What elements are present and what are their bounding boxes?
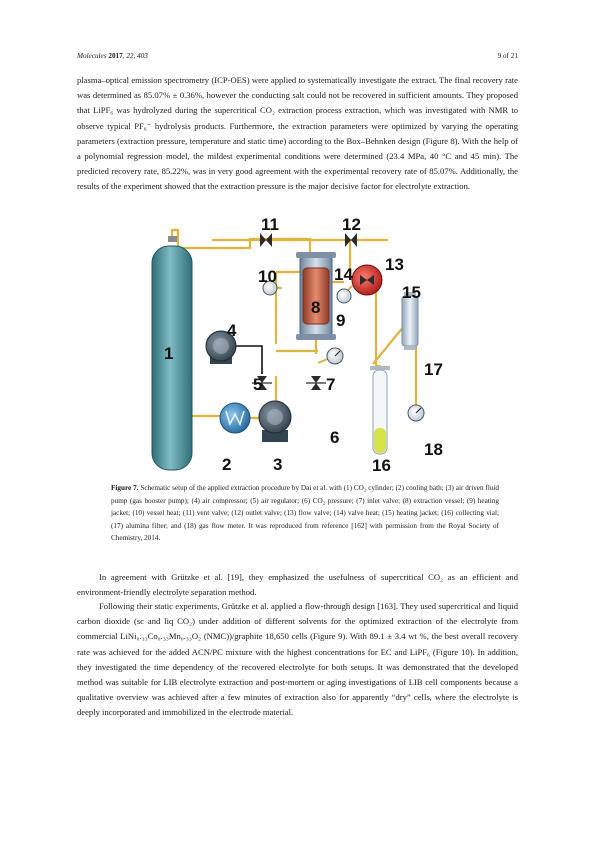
label-7: 7 — [326, 375, 336, 394]
gas-flow-meter — [408, 405, 424, 421]
label-2: 2 — [222, 455, 232, 474]
label-14: 14 — [334, 265, 353, 284]
air-driven-fluid-pump — [259, 401, 291, 442]
extraction-vessel — [296, 252, 336, 340]
label-13: 13 — [385, 255, 404, 274]
cooling-bath — [220, 403, 250, 433]
label-16: 16 — [372, 456, 391, 474]
body-paragraph-3: Following their static experiments, Grützke et al. applied a flow-through design [163]. They used supercritical and liquid carbon dioxide (sc and liq CO₂) under addition of different solvents for the optimized extraction of the electrolyte from commercial LiNi₀.₃₃Co₀.₃₃Mn₀.₃₃O₂ (NMC))/graphite 18,650 cells (Figure 9). With 89.1 ± 3.4 wt %, the best overall recovery rate was achieved for the added ACN/PC mixture with the highest concentrations for EC and LiPF₆ (Figure 10). In addition, they investigated the time dependency of the recovered electrolyte for both setups. It was demonstrated that the developed method was suitable for LIB electrolyte extraction and post-mortem or aging investigations of LIB cell components because a qualitative overview was achieved after a few minutes of extraction also for apparently “dry” cells, where the electrolyte is deeply incorporated and immobilized in the electrode material. — [77, 601, 518, 718]
extraction-setup-diagram — [140, 216, 450, 474]
inlet-valve — [306, 376, 326, 390]
label-15: 15 — [402, 283, 421, 302]
label-10: 10 — [258, 267, 277, 286]
caption-text: Schematic setup of the applied extraction procedure by Dai et al. with (1) CO₂ cylinder; (2) cooling bath; (3) air driven fluid pump (gas booster pump); (4) air compressor; (5) air regulator; (6) CO₂ pressure; (7) inlet valve; (8) extraction vessel; (9) heating jacket; (10) vessel heat; (11) vent valve; (12) outlet valve; (13) flow valve; (14) valve heat; (15) heating jacket; (16) collecting vial; (17) alumina filter; and (18) gas flow meter. It was reproduced from reference [162] with permission from the Royal Society of Chemistry, 2014. — [111, 484, 500, 543]
label-17: 17 — [424, 360, 443, 379]
label-5: 5 — [253, 375, 263, 394]
journal-year: 2017 — [108, 52, 123, 60]
vent-valve — [260, 233, 272, 247]
figure-caption — [111, 482, 499, 545]
valve-heat-gauge — [337, 286, 352, 303]
flow-valve-heating-jacket — [352, 265, 382, 295]
body-paragraph-2: In agreement with Grützke et al. [19], they emphasized the usefulness of supercritical CO₂ as an efficient and environment-friendly electrolyte separation method. — [77, 572, 518, 598]
journal-name: Molecules — [77, 52, 107, 60]
label-1: 1 — [164, 344, 174, 363]
body-paragraph-1: plasma–optical emission spectrometry (ICP-OES) were applied to systematically investigate the extract. The final recovery rate was determined as 85.07% ± 0.36%, however the conducting salt could not be recovered in sufficient amounts. They proposed that LiPF₆ was hydrolyzed during the supercritical CO₂ extraction process extraction, which was investigated with NMR to observe typical PF₆⁻ hydrolysis products. Furthermore, the extraction parameters were optimized by varying the operating parameters (extraction pressure, temperature and static time) according to the Box–Behnken design (Figure 8). With the help of a polynomial regression model, the mildest experimental conditions were determined (23.4 MPa, 40 °C and 45 min). The predicted recovery rate, 85.22%, was in very good agreement with the experimental recovery rate of 85.07%. Additionally, the results of the experiment showed that the extraction pressure is the major decisive factor for electrolyte extraction. — [77, 75, 518, 192]
journal-citation — [77, 52, 148, 60]
collecting-vial — [370, 366, 390, 454]
co2-pressure-gauge — [318, 348, 343, 364]
label-9: 9 — [336, 311, 346, 330]
caption-label: Figure 7. — [111, 484, 139, 492]
journal-volume: , 22, 403 — [122, 52, 148, 60]
page-number: 9 of 21 — [497, 52, 518, 60]
label-8: 8 — [311, 298, 321, 317]
figure-7-schematic — [140, 216, 450, 474]
label-6: 6 — [330, 428, 340, 447]
label-11: 11 — [261, 216, 279, 234]
label-18: 18 — [424, 440, 443, 459]
label-3: 3 — [273, 455, 283, 474]
label-4: 4 — [227, 321, 237, 340]
label-12: 12 — [342, 216, 361, 234]
